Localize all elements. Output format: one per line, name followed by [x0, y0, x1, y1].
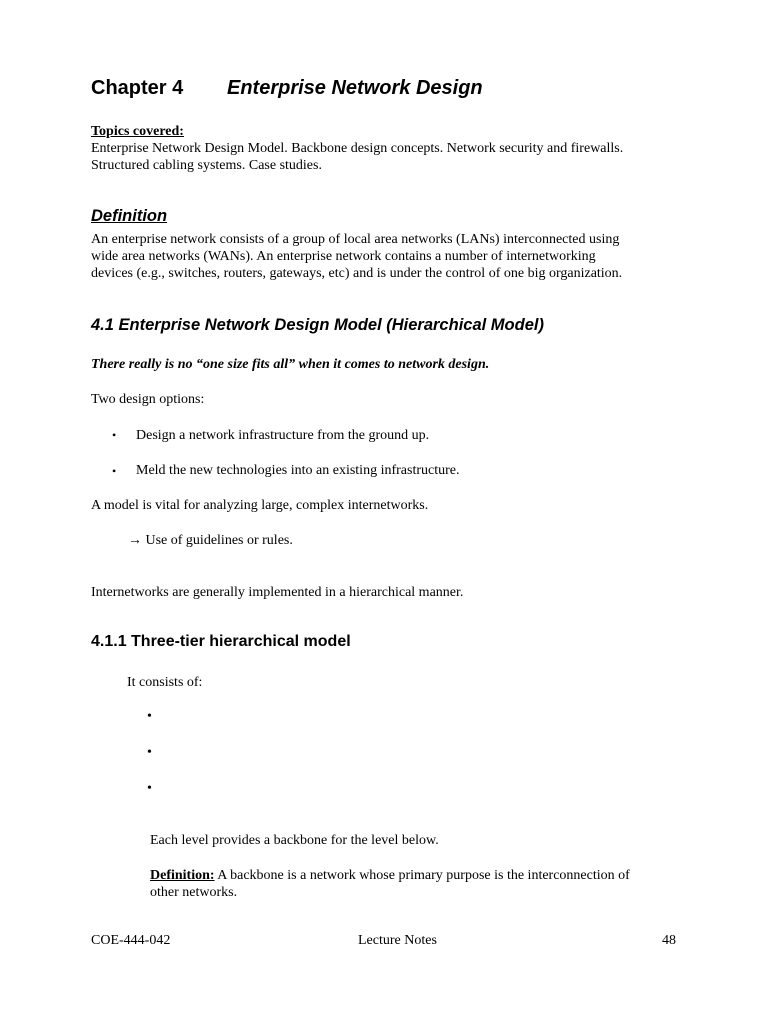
empty-bullet-1: • [147, 709, 152, 724]
definition-line-2: wide area networks (WANs). An enterprise network contains a number of internetworking [91, 249, 596, 264]
backbone-note: Each level provides a backbone for the level below. [150, 833, 439, 848]
definition-line-3: devices (e.g., switches, routers, gateways, etc) and is under the control of one big organization. [91, 266, 623, 281]
empty-bullet-2: • [147, 745, 152, 760]
consists-of-text: It consists of: [127, 675, 203, 690]
emphasis-statement: There really is no “one size fits all” when it comes to network design. [91, 357, 490, 372]
chapter-title: Enterprise Network Design [227, 77, 483, 99]
backbone-definition-text: A backbone is a network whose primary purpose is the interconnection of [214, 868, 630, 883]
page-number: 48 [662, 933, 676, 948]
backbone-definition-line-2: other networks. [150, 885, 238, 900]
definition-label: Definition: [150, 868, 215, 883]
option-item-1: Design a network infrastructure from the ground up. [136, 428, 430, 443]
footer-center-text: Lecture Notes [358, 933, 437, 948]
footer-course-code: COE-444-042 [91, 933, 171, 948]
option-item-2: Meld the new technologies into an existing infrastructure. [136, 463, 460, 478]
bullet-dot: • [112, 428, 117, 442]
topics-line-1: Enterprise Network Design Model. Backbone design concepts. Network security and firewalls. [91, 141, 624, 156]
options-intro: Two design options: [91, 392, 205, 407]
bullet-dot: • [112, 464, 117, 478]
definition-heading: Definition [91, 207, 168, 225]
section-4-1-1-heading: 4.1.1 Three-tier hierarchical model [91, 633, 351, 650]
arrow-note: → Use of guidelines or rules. [128, 533, 293, 548]
topics-label: Topics covered: [91, 124, 184, 139]
definition-line-1: An enterprise network consists of a group of local area networks (LANs) interconnected using [91, 232, 620, 247]
section-4-1-heading: 4.1 Enterprise Network Design Model (Hierarchical Model) [91, 316, 544, 334]
chapter-number: Chapter 4 [91, 77, 184, 99]
topics-line-2: Structured cabling systems. Case studies. [91, 158, 322, 173]
backbone-definition-line-1 [150, 867, 690, 885]
hierarchical-note: Internetworks are generally implemented in a hierarchical manner. [91, 585, 464, 600]
model-vital-text: A model is vital for analyzing large, complex internetworks. [91, 498, 429, 513]
empty-bullet-3: • [147, 781, 152, 796]
